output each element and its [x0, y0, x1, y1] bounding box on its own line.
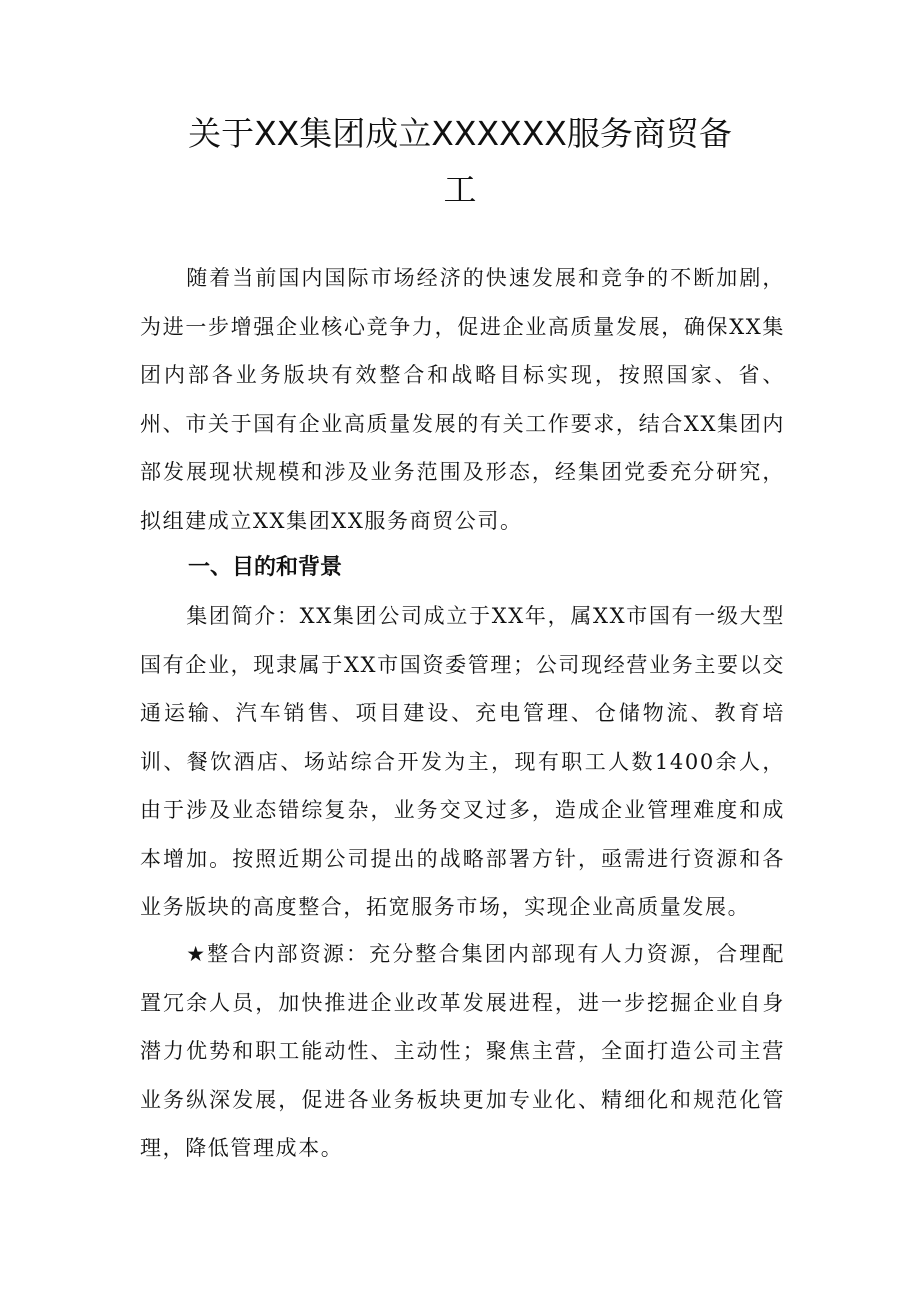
section-heading-purpose: 一、目的和背景 — [188, 555, 343, 580]
star-bullet-icon: ★ — [186, 942, 208, 966]
title-line-1: 关于XX集团成立XXXXXX服务商贸备 — [188, 114, 732, 153]
paragraph-integrate-resources-text: 整合内部资源：充分整合集团内部现有人力资源，合理配置冗余人员，加快推进企业改革发展进程，进一步挖掘企业自身潜力优势和职工能动性、主动性；聚焦主营，全面打造公司主营业务纵深发展，促进各业务板块更加专业化、精细化和规范化管理，降低管理成本。 — [140, 942, 785, 1160]
paragraph-intro: 随着当前国内国际市场经济的快速发展和竞争的不断加剧，为进一步增强企业核心竞争力，促进企业高质量发展，确保XX集团内部各业务版块有效整合和战略目标实现，按照国家、省、州、市关于国有企业高质量发展的有关工作要求，结合XX集团内部发展现状规模和涉及业务范围及形态，经集团党委充分研究，拟组建成立XX集团XX服务商贸公司。 — [140, 266, 785, 533]
paragraph-integrate-resources — [140, 930, 785, 1173]
title-line-2: 工 — [443, 170, 477, 209]
document-title — [140, 106, 780, 218]
paragraph-group-profile: 集团简介：XX集团公司成立于XX年，属XX市国有一级大型国有企业，现隶属于XX市国资委管理；公司现经营业务主要以交通运输、汽车销售、项目建设、充电管理、仓储物流、教育培训、餐饮酒店、场站综合开发为主，现有职工人数1400余人，由于涉及业态错综复杂，业务交叉过多，造成企业管理难度和成本增加。按照近期公司提出的战略部署方针，亟需进行资源和各业务版块的高度整合，拓宽服务市场，实现企业高质量发展。 — [140, 604, 785, 919]
